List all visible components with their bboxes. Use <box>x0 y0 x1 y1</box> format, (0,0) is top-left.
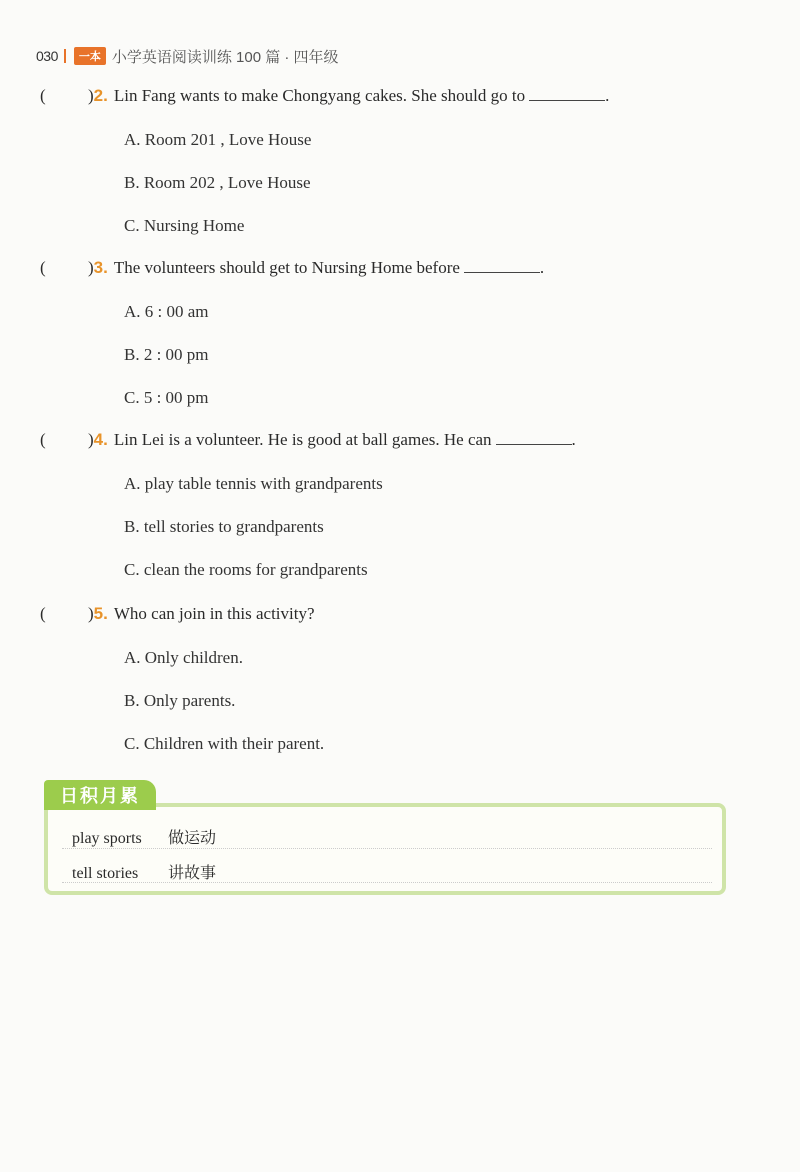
option: C. 5 : 00 pm <box>124 388 209 407</box>
vocab-english: tell stories <box>72 865 139 882</box>
answer-paren-open: ( <box>40 604 46 623</box>
brand-badge: 一本 <box>74 47 106 65</box>
question-2 <box>40 86 609 106</box>
option: C. Nursing Home <box>124 216 245 235</box>
question-end: . <box>539 258 545 277</box>
vocab-item <box>72 860 216 883</box>
answer-paren-close: ) <box>88 604 94 623</box>
option: B. Room 202 , Love House <box>124 173 311 192</box>
question-end: . <box>571 430 576 449</box>
answer-blank <box>529 99 605 101</box>
answer-paren-close: ) <box>88 258 94 277</box>
answer-paren-close: ) <box>88 86 94 105</box>
answer-paren-open: ( <box>40 86 46 105</box>
vocab-english: play sports <box>72 830 142 847</box>
page-number: 030 <box>36 48 58 64</box>
answer-paren-close: ) <box>88 430 94 449</box>
option: B. tell stories to grandparents <box>124 517 324 536</box>
option: C. Children with their parent. <box>124 734 325 753</box>
question-text: Lin Lei is a volunteer. He is good at ball games. He can <box>113 430 492 449</box>
option: A. 6 : 00 am <box>124 302 209 321</box>
question-number: 5. <box>93 604 108 623</box>
divider <box>62 882 712 883</box>
question-3 <box>40 258 544 278</box>
answer-blank <box>496 443 572 445</box>
question-end: . <box>605 86 610 105</box>
answer-paren-open: ( <box>40 430 46 449</box>
book-title: 小学英语阅读训练 100 篇 · 四年级 <box>111 48 339 66</box>
vocab-chinese: 讲故事 <box>168 865 217 882</box>
question-text: The volunteers should get to Nursing Home before <box>113 258 460 277</box>
page-header <box>36 44 339 68</box>
question-4 <box>40 430 576 450</box>
question-number: 3. <box>93 258 108 277</box>
vocab-item <box>72 825 216 848</box>
header-divider <box>64 49 66 63</box>
option: B. Only parents. <box>124 691 236 710</box>
option: A. Only children. <box>124 648 243 667</box>
option: B. 2 : 00 pm <box>124 345 209 364</box>
question-number: 4. <box>93 430 108 449</box>
question-text: Lin Fang wants to make Chongyang cakes. She should go to <box>113 86 526 105</box>
option: C. clean the rooms for grandparents <box>124 560 368 579</box>
vocab-chinese: 做运动 <box>168 830 217 847</box>
vocab-title: 日积月累 <box>44 780 156 810</box>
question-text: Who can join in this activity? <box>113 604 315 623</box>
question-number: 2. <box>93 86 108 105</box>
answer-blank <box>464 271 540 273</box>
answer-paren-open: ( <box>40 258 46 277</box>
question-5 <box>40 604 315 624</box>
divider <box>62 848 712 849</box>
option: A. play table tennis with grandparents <box>124 474 383 493</box>
option: A. Room 201 , Love House <box>124 130 312 149</box>
